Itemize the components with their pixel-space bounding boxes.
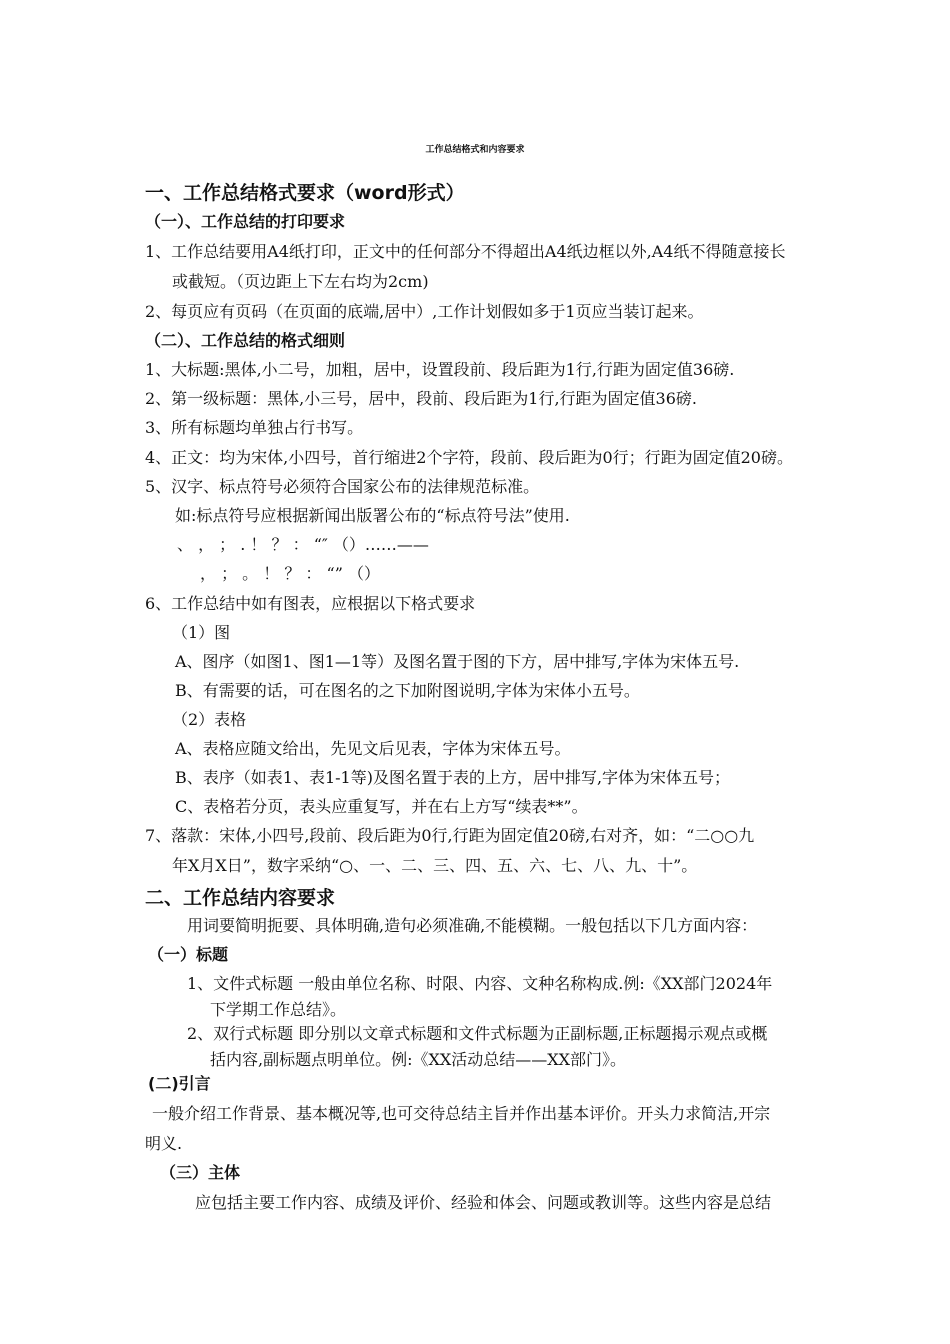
paragraph-line: 或截短。（页边距上下左右均为2cm): [172, 272, 429, 291]
paragraph-line: A、表格应随文给出，先见文后见表，字体为宋体五号。: [175, 739, 571, 758]
section1-sub1-heading: （一）、工作总结的打印要求: [145, 212, 346, 231]
section2-heading: 二、工作总结内容要求: [145, 887, 336, 909]
punctuation-row: ， ； 。 ！ ？ ： “” （）: [200, 564, 380, 583]
paragraph-line: 括内容,副标题点明单位。例:《XX活动总结——XX部门》。: [210, 1050, 627, 1069]
paragraph-line: 2、每页应有页码（在页面的底端,居中）,工作计划假如多于1页应当装订起来。: [145, 302, 704, 321]
paragraph-line: 应包括主要工作内容、成绩及评价、经验和体会、问题或教训等。这些内容是总结: [195, 1193, 772, 1212]
paragraph-line: 6、工作总结中如有图表，应根据以下格式要求: [145, 594, 476, 613]
paragraph-line: 1、工作总结要用A4纸打印，正文中的任何部分不得超出A4纸边框以外,A4纸不得随意接长: [145, 242, 786, 261]
paragraph-line: 2、第一级标题：黑体,小三号，居中，段前、段后距为1行,行距为固定值36磅.: [145, 389, 697, 408]
paragraph-line: 用词要简明扼要、具体明确,造句必须准确,不能模糊。一般包括以下几方面内容：: [187, 916, 758, 935]
paragraph-line: 2、双行式标题 即分别以文章式标题和文件式标题为正副标题,正标题揭示观点或概: [187, 1024, 768, 1043]
paragraph-line: A、图序（如图1、图1—1等）及图名置于图的下方，居中排写,字体为宋体五号.: [175, 652, 740, 671]
punctuation-row: 、 ， ； . ！ ？ ： “″ （）……——: [177, 535, 429, 554]
paragraph-line: 年X月X日”，数字采纳“○、一、二、三、四、五、六、七、八、九、十”。: [172, 856, 698, 875]
section2-sub2-heading: (二)引言: [148, 1074, 211, 1093]
paragraph-line: （1）图: [172, 623, 231, 642]
paragraph-line: 3、所有标题均单独占行书写。: [145, 418, 364, 437]
paragraph-line: 7、落款：宋体,小四号,段前、段后距为0行,行距为固定值20磅,右对齐，如：“二○○九: [145, 826, 755, 845]
paragraph-line: 下学期工作总结》。: [210, 1000, 347, 1019]
paragraph-line: 4、正文：均为宋体,小四号，首行缩进2个字符，段前、段后距为0行；行距为固定值20磅。: [145, 448, 793, 467]
paragraph-line: B、表序（如表1、表1-1等)及图名置于表的上方，居中排写,字体为宋体五号；: [175, 768, 731, 787]
paragraph-line: 1、文件式标题 一般由单位名称、时限、内容、文种名称构成.例:《XX部门2024年: [187, 974, 773, 993]
section2-sub1-heading: （一）标题: [148, 945, 229, 964]
paragraph-line: 一般介绍工作背景、基本概况等,也可交待总结主旨并作出基本评价。开头力求简洁,开宗: [152, 1104, 771, 1123]
paragraph-line: 1、大标题:黑体,小二号，加粗，居中，设置段前、段后距为1行,行距为固定值36磅.: [145, 360, 735, 379]
paragraph-line: 5、汉字、标点符号必须符合国家公布的法律规范标准。: [145, 477, 540, 496]
section1-heading: 一、工作总结格式要求（word形式）: [145, 182, 465, 204]
section1-sub2-heading: （二）、工作总结的格式细则: [145, 331, 346, 350]
document-title: 工作总结格式和内容要求: [425, 145, 525, 155]
paragraph-line: C、表格若分页，表头应重复写，并在右上方写“续表**”。: [175, 797, 588, 816]
paragraph-line: 如:标点符号应根据新闻出版署公布的“标点符号法”使用.: [175, 506, 570, 525]
paragraph-line: 明义.: [145, 1134, 183, 1153]
paragraph-line: （2）表格: [172, 710, 247, 729]
section2-sub3-heading: （三）主体: [160, 1163, 241, 1182]
paragraph-line: B、有需要的话，可在图名的之下加附图说明,字体为宋体小五号。: [175, 681, 640, 700]
